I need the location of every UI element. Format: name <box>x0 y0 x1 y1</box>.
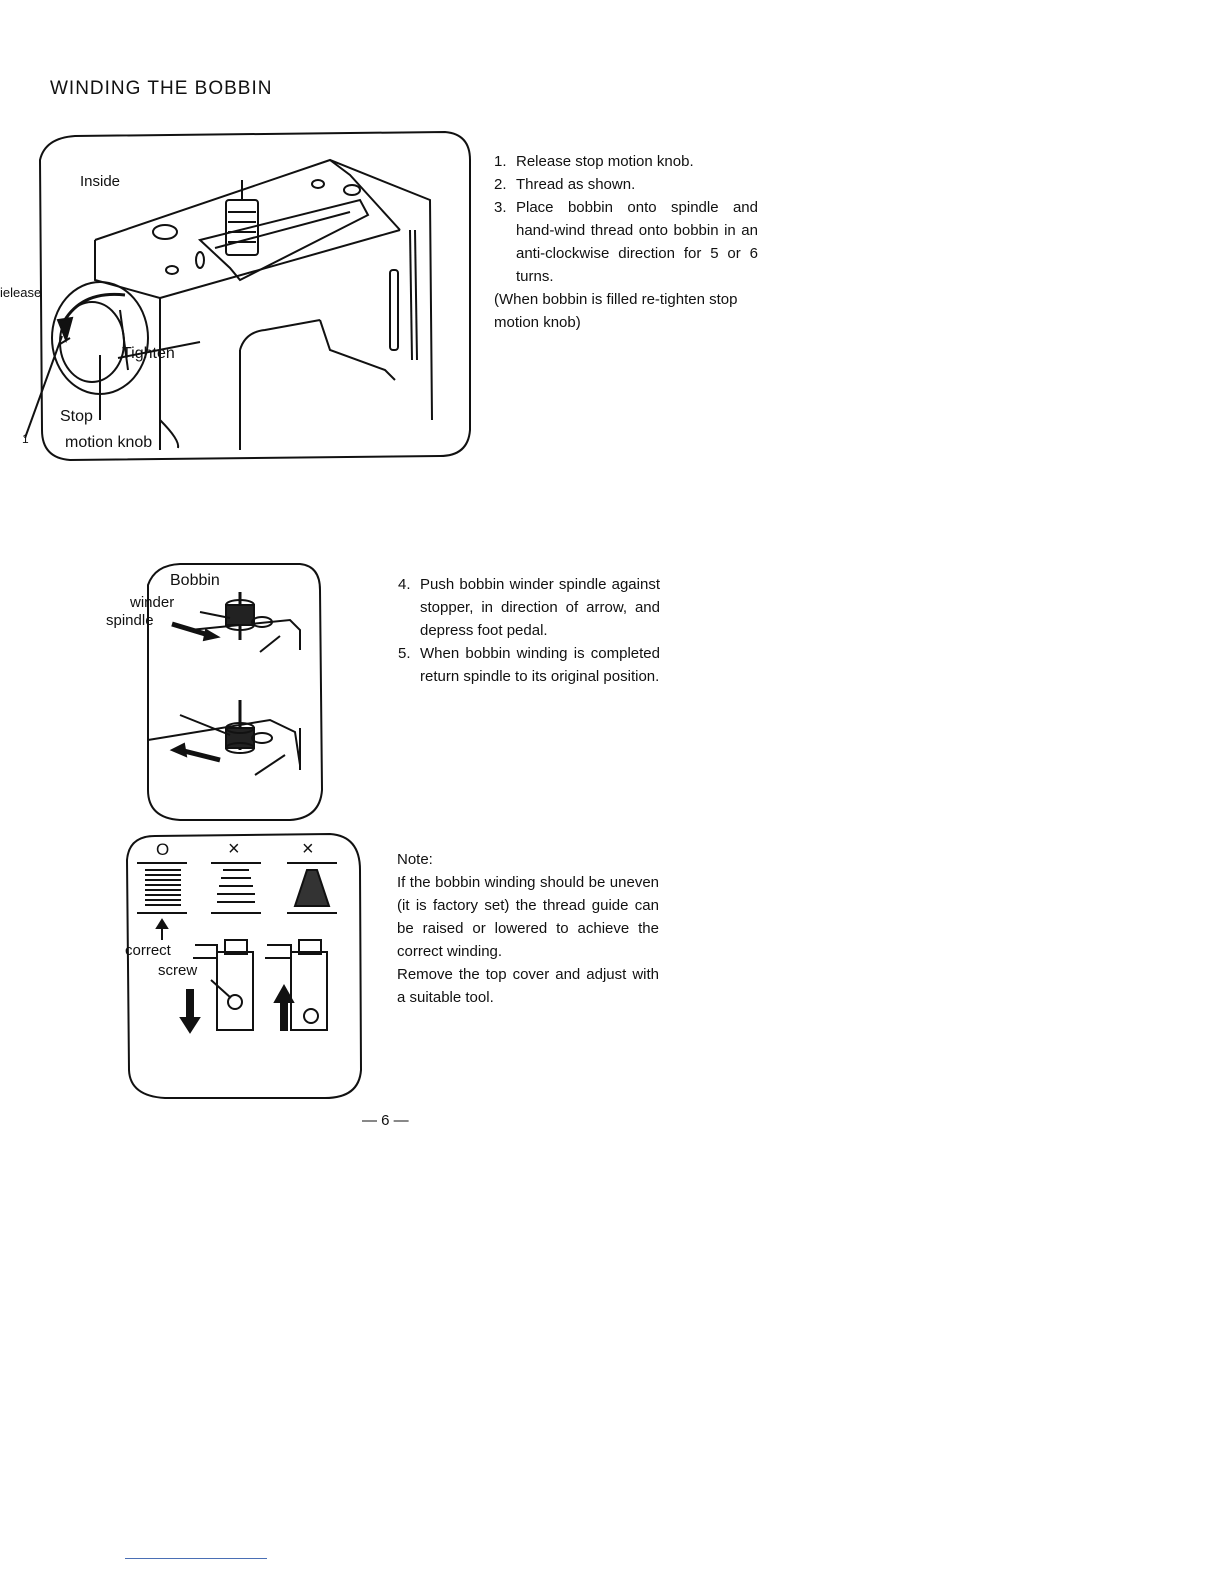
step-item: 5. When bobbin winding is completed return spindle to its original position. <box>398 645 660 685</box>
page-title: WINDING THE BOBBIN <box>50 78 273 99</box>
label-stop: Stop <box>60 408 93 425</box>
label-callout-1: 1 <box>22 432 29 446</box>
step-item: 4. Push bobbin winder spindle against stopper, in direction of arrow, and depress foot pedal. <box>398 576 660 639</box>
step-item: 2. Thread as shown. <box>494 176 636 193</box>
label-winder: winder <box>130 594 175 611</box>
label-tighten: Tighten <box>122 345 175 362</box>
step-item: 1. Release stop motion knob. <box>494 153 694 170</box>
mark-wrong-2: × <box>302 838 314 860</box>
label-motion-knob: motion knob <box>65 434 153 451</box>
bobbin-evenness-illustration <box>115 830 370 1105</box>
label-inside: Inside <box>80 173 121 190</box>
label-bobbin: Bobbin <box>170 572 220 589</box>
label-correct: correct <box>125 942 171 959</box>
step-note: (When bobbin is filled re-tighten stop motion knob) <box>494 291 738 331</box>
machine-illustration <box>0 120 480 480</box>
label-spindle: spindle <box>106 612 154 629</box>
note-heading: Note: <box>397 851 433 868</box>
figure-stop-motion-knob <box>0 120 480 480</box>
mark-wrong-1: × <box>228 838 240 860</box>
note-section <box>397 848 659 1009</box>
note-extra: Remove the top cover and adjust with a suitable tool. <box>397 966 659 1006</box>
instructions-steps-4-5 <box>398 573 660 688</box>
mark-correct: O <box>156 840 170 859</box>
step-item: 3. Place bobbin onto spindle and hand-wind thread onto bobbin in an anti-clockwise direction for 5 or 6 turns. <box>494 199 758 285</box>
figure-thread-guide-adjust <box>115 830 370 1105</box>
instructions-steps-1-3 <box>494 150 758 334</box>
page-number: — 6 — <box>362 1112 409 1129</box>
footer-rule <box>125 1558 267 1559</box>
label-release: ielease <box>0 285 42 300</box>
note-body: If the bobbin winding should be uneven (it is factory set) the thread guide can be raised or lowered to achieve the correct winding. <box>397 874 659 960</box>
label-screw: screw <box>158 962 198 979</box>
